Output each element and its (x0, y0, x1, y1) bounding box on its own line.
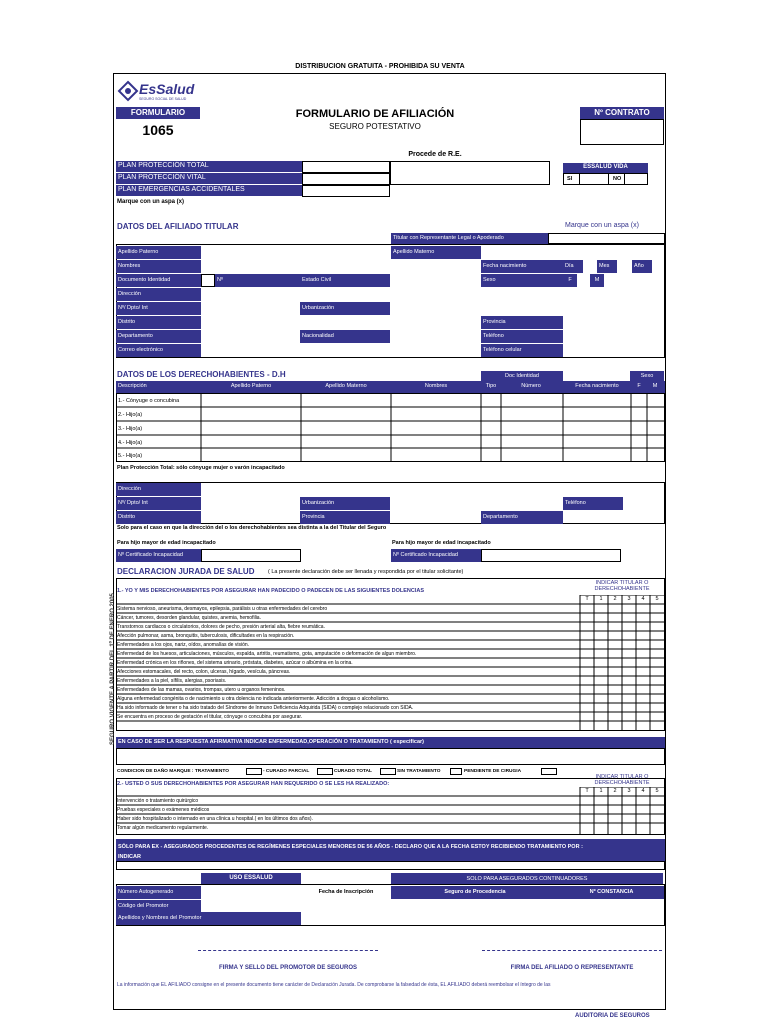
vida-no-box[interactable] (624, 173, 648, 185)
form-number: 1065 (142, 122, 174, 138)
indicar-label-2: INDICAR TITULAR O DERECHOHABIENTE (594, 774, 650, 786)
dh-provincia-label: Provincia (300, 511, 390, 524)
afirmativa-label: EN CASO DE SER LA RESPUESTA AFIRMATIVA INDICAR ENFERMEDAD,OPERACIÓN O TRATAMIENTO ( especificar) (116, 737, 665, 748)
dh-distrito-label: Distrito (116, 511, 201, 524)
condicion-row (117, 768, 567, 778)
especiales-box (116, 839, 665, 861)
firma-promotor-line (198, 950, 378, 951)
autogenerado-label: Número Autogenerado (116, 886, 201, 899)
fecha-inscripcion-label: Fecha de Inscripción (318, 889, 374, 895)
curado-parcial-box[interactable] (317, 768, 333, 775)
sin-tratamiento-label: SIN TRATAMIENTO (397, 769, 441, 774)
pendiente-box[interactable] (541, 768, 557, 775)
cert-left-label: Nº Certificado Incapacidad (116, 549, 201, 562)
vigencia-side-text: SEGURO VIGENTE A PARTIR DEL 1º DE ENERO 2005 (110, 593, 116, 745)
dolencia-item: Enfermedad de los huesos, articulaciones, músculos, espalda, artritis, reumatismo, gota, amputación o deformación de algun miembro. (117, 651, 417, 657)
dolencia-item: Cáncer, tumores, desorden glandular, quistes, anemia, hemofilia. (117, 615, 261, 621)
requerido-item: Pruebas especiales o exámenes médicos (117, 807, 210, 813)
dh-urb-label: Urbanización (300, 497, 390, 510)
pendiente-label: PENDIENTE DE CIRUGIA (464, 769, 522, 774)
form-subtitle: SEGURO POTESTATIVO (329, 122, 421, 131)
nombres-label: Nombres (116, 260, 201, 273)
dh-plan-note: Plan Protección Total: sólo cónyuge mujer o varón incapacitado (117, 465, 285, 471)
footer-note: La información que EL AFILIADO consigne en el presente documento tiene carácter de Declaración Jurada. De comprobarse la falsedad de ésta, EL AFILIADO deberá reembolsar el íntegro de las (117, 982, 551, 988)
col-4: 4 (641, 596, 645, 602)
dh-row-2: 2.- Hijo(a) (118, 412, 143, 418)
titular-marque: Marque con un aspa (x) (565, 222, 639, 229)
col-t: T (585, 788, 589, 794)
procede-field[interactable] (390, 161, 550, 185)
requerido-cols (580, 788, 664, 797)
form-label: FORMULARIO (116, 107, 200, 119)
auditoria-label: AUDITORIA DE SEGUROS (575, 1013, 650, 1019)
dh-departamento-label: Departamento (481, 511, 563, 524)
dh-row-5: 5.- Hijo(a) (118, 453, 143, 459)
dh-solo-note: Solo para el caso en que la dirección del o los derechohabientes sea distinta a la del Titular del Seguro (117, 525, 387, 531)
mes-label: Mes (597, 260, 617, 273)
indicar-label: INDICAR TITULAR O DERECHOHABIENTE (594, 580, 650, 592)
plan-vital-check[interactable] (302, 173, 390, 185)
dia-label: Día (563, 260, 583, 273)
dh-col-f: F (637, 383, 641, 389)
requerido-list (117, 797, 577, 833)
plan-total: PLAN PROTECCIÓN TOTAL (116, 161, 302, 172)
plan-total-check[interactable] (302, 161, 390, 173)
indicar-2-label: INDICAR (118, 854, 141, 860)
telefono-label: Teléfono (481, 330, 563, 343)
doc-identidad-label: Doc Identidad (481, 371, 563, 381)
dh-telefono-label: Teléfono (563, 497, 623, 510)
hijo-right-label: Para hijo mayor de edad incapacitado (392, 540, 491, 546)
rep-check[interactable] (548, 233, 665, 244)
dolencia-item: Se encuentra en proceso de gestación el titular, cónyuge o concubina por asegurar. (117, 714, 303, 720)
dolencias-list (117, 605, 577, 722)
col-t: T (585, 596, 589, 602)
dh-col-apellido-materno: Apellido Materno (325, 383, 367, 389)
dolencia-item: Ha sido informado de tener o ha sido tratado del Síndrome de Inmuno Deficiencia Adquirida (SIDA) o complejo relacionado con SIDA. (117, 705, 414, 711)
col-5: 5 (655, 596, 659, 602)
dpto-label: Nº/ Dpto/ Int (116, 302, 201, 315)
dh-col-apellido-paterno: Apellido Paterno (230, 383, 272, 389)
dolencias-cols (580, 596, 664, 605)
dh-row-3: 3.- Hijo(a) (118, 426, 143, 432)
dh-dpto-label: Nº/ Dpto/ Int (116, 497, 201, 510)
essalud-vida-options (563, 173, 648, 185)
dh-row-1: 1.- Cónyuge o concubina (118, 398, 180, 404)
estado-civil-label: Estado Civil (300, 274, 390, 287)
dh-col-m: M (652, 383, 658, 389)
distrito-label: Distrito (116, 316, 201, 329)
apellido-materno-label: Apellido Materno (391, 246, 481, 259)
col-2: 2 (613, 788, 617, 794)
col-2: 2 (613, 596, 617, 602)
contract-label: Nº CONTRATO (580, 107, 664, 119)
apellidos-promotor-label: Apellidos y Nombres del Promotor (116, 912, 301, 925)
tratamiento-box[interactable] (246, 768, 262, 775)
documento-type-box[interactable] (201, 274, 215, 287)
form-title: FORMULARIO DE AFILIACIÓN (295, 108, 455, 120)
requerido-item: Intervención o tratamiento quirúrgico (117, 798, 199, 804)
sexo-f-label: F (563, 274, 577, 287)
q2-label: 2.- USTED O SUS DERECHOHABIENTES POR ASEGURAR HAN REQUERIDO O SE LES HA REALIZADO: (117, 781, 390, 787)
condicion-label: CONDICION DE DAÑO MARQUE : TRATAMIENTO (117, 769, 229, 774)
cert-left-field[interactable] (201, 549, 301, 562)
dh-direccion-label: Dirección (116, 483, 201, 496)
numero-label: Nº (215, 274, 300, 287)
codigo-promotor-label: Código del Promotor (116, 900, 201, 913)
anio-label: Año (632, 260, 652, 273)
essalud-logo (117, 78, 197, 104)
dolencia-item: Transtornos cardiacos o circulatorios, dolores de pecho, presión arterial alta, fiebre reumática. (117, 624, 325, 630)
afirmativa-field[interactable] (116, 748, 665, 765)
col-5: 5 (655, 788, 659, 794)
dolencia-item: Afección pulmonar, asma, bronquitis, tuberculosis, dificultades en la respiración. (117, 633, 295, 639)
correo-label: Correo electrónico (116, 344, 201, 357)
declaracion-note: ( La presente declaración debe ser llenada y respondida por el titular solicitante) (268, 569, 464, 575)
dh-header-row (116, 381, 665, 393)
celular-label: Teléfono celular (481, 344, 563, 357)
fecha-nac-label: Fecha nacimiento (481, 260, 563, 273)
dolencia-item: Sistema nervioso, aneurisma, desmayos, epilepsia, parálisis u otras enfermedades del cerebro (117, 606, 328, 612)
curado-total-label: CURADO TOTAL (334, 769, 372, 774)
col-1: 1 (599, 596, 603, 602)
hijo-left-label: Para hijo mayor de edad incapacitado (117, 540, 216, 546)
cert-right-label: Nº Certificado Incapacidad (391, 549, 481, 562)
firma-promotor-label: FIRMA Y SELLO DEL PROMOTOR DE SEGUROS (218, 965, 358, 971)
dh-grid (116, 393, 666, 463)
derecho-title: DATOS DE LOS DERECHOHABIENTES - D.H (117, 370, 286, 379)
requerido-item: Haber sido hospitalizado o internado en una clínica u hospital.( en los últimos dos años). (117, 816, 313, 822)
seguro-procedencia-label: Seguro de Procedencia (391, 886, 559, 899)
urbanizacion-label: Urbanización (300, 302, 390, 315)
q1-label: 1.- YO Y MIS DERECHOHABIENTES POR ASEGURAR HAN PADECIDO O PADECEN DE LAS SIGUIENTES DOLENCIAS (117, 588, 425, 594)
vida-si-box[interactable] (579, 173, 609, 185)
col-3: 3 (627, 596, 631, 602)
nacionalidad-label: Nacionalidad (300, 330, 390, 343)
firma-afiliado-line (482, 950, 662, 951)
plan-vital: PLAN PROTECCIÓN VITAL (116, 173, 302, 184)
dh-row-4: 4.- Hijo(a) (118, 440, 143, 446)
curado-parcial-label: - CURADO PARCIAL (263, 769, 310, 774)
sexo-m-label: M (590, 274, 604, 287)
curado-total-box[interactable] (380, 768, 396, 775)
dolencia-item: Afecciones estomacales, del recto, colon, ulceras, hígado, vesícula, páncreas. (117, 669, 291, 675)
dh-sexo-label: Sexo (630, 371, 664, 381)
dolencia-item: Enfermedades a los ojos, nariz, oídos, anomalías de visión. (117, 642, 250, 648)
vida-no: NO (613, 176, 622, 182)
sin-tratamiento-box[interactable] (450, 768, 462, 775)
essalud-logo-icon (117, 80, 139, 102)
declaracion-title: DECLARACION JURADA DE SALUD (117, 567, 255, 576)
col-1: 1 (599, 788, 603, 794)
direccion-label: Dirección (116, 288, 201, 301)
firma-afiliado-label: FIRMA DEL AFILIADO O REPRESENTANTE (510, 965, 634, 971)
dolencia-item: Enfermedad crónica en los riñones, del sistema urinario, próstata, diabetes, azúcar o albúmina en la orina. (117, 660, 353, 666)
distribution-note: DISTRIBUCION GRATUITA - PROHIBIDA SU VENTA (295, 63, 465, 70)
dh-col-fecha: Fecha nacimiento (575, 383, 619, 389)
dh-col-descripcion: Descripción (118, 383, 147, 389)
departamento-label: Departamento (116, 330, 201, 343)
rep-label: Titular con Representante Legal o Apoderado (391, 233, 548, 244)
requerido-item: Tomar algún medicamento regularmente. (117, 825, 209, 831)
procede-label: Procede de R.E. (408, 151, 462, 158)
sexo-label: Sexo (481, 274, 563, 287)
plan-emergencias-check[interactable] (302, 185, 390, 197)
apellido-paterno-label: Apellido Paterno (116, 246, 201, 259)
dolencia-item: Enfermedades a la piel, sífilis, alergias, psoriasis. (117, 678, 227, 684)
documento-label: Documento Identidad (116, 274, 201, 287)
dolencia-item: Enfermedades de las mamas, ovarios, trompas, utero u organos femeninos. (117, 687, 286, 693)
especiales-field[interactable] (116, 861, 665, 870)
constancia-label: Nº CONSTANCIA (559, 886, 664, 899)
col-3: 3 (627, 788, 631, 794)
col-4: 4 (641, 788, 645, 794)
especiales-label: SÓLO PARA EX - ASEGURADOS PROCEDENTES DE REGÍMENES ESPECIALES MENORES DE 56 AÑOS - DECLARO QUE A LA FECHA ESTOY RECIBIENDO TRATAMIENTO POR : (118, 844, 583, 850)
essalud-vida-label: ESSALUD VIDA (563, 163, 648, 173)
dh-col-nombres: Nombres (424, 383, 448, 389)
continuadores-label: SOLO PARA ASEGURADOS CONTINUADORES (391, 873, 663, 884)
logo-text: EsSalud (139, 81, 195, 97)
titular-title: DATOS DEL AFILIADO TITULAR (117, 222, 239, 231)
marque-note: Marque con un aspa (x) (117, 199, 185, 205)
dolencia-item: Alguna enfermedad congénita o de nacimiento u otra dolencia no indicada anteriormente. Adicción a drogas o alcoholismo. (117, 696, 390, 702)
cert-right-field[interactable] (481, 549, 621, 562)
vida-si: SI (567, 176, 573, 182)
dh-col-tipo: Tipo (485, 383, 497, 389)
plan-emergencias: PLAN EMERGENCIAS ACCIDENTALES (116, 185, 302, 196)
contract-field[interactable] (580, 119, 664, 145)
dh-col-numero: Número (521, 383, 541, 389)
logo-subtext: SEGURO SOCIAL DE SALUD (139, 97, 187, 101)
uso-essalud-label: USO ESSALUD (201, 873, 301, 884)
provincia-label: Provincia (481, 316, 563, 329)
